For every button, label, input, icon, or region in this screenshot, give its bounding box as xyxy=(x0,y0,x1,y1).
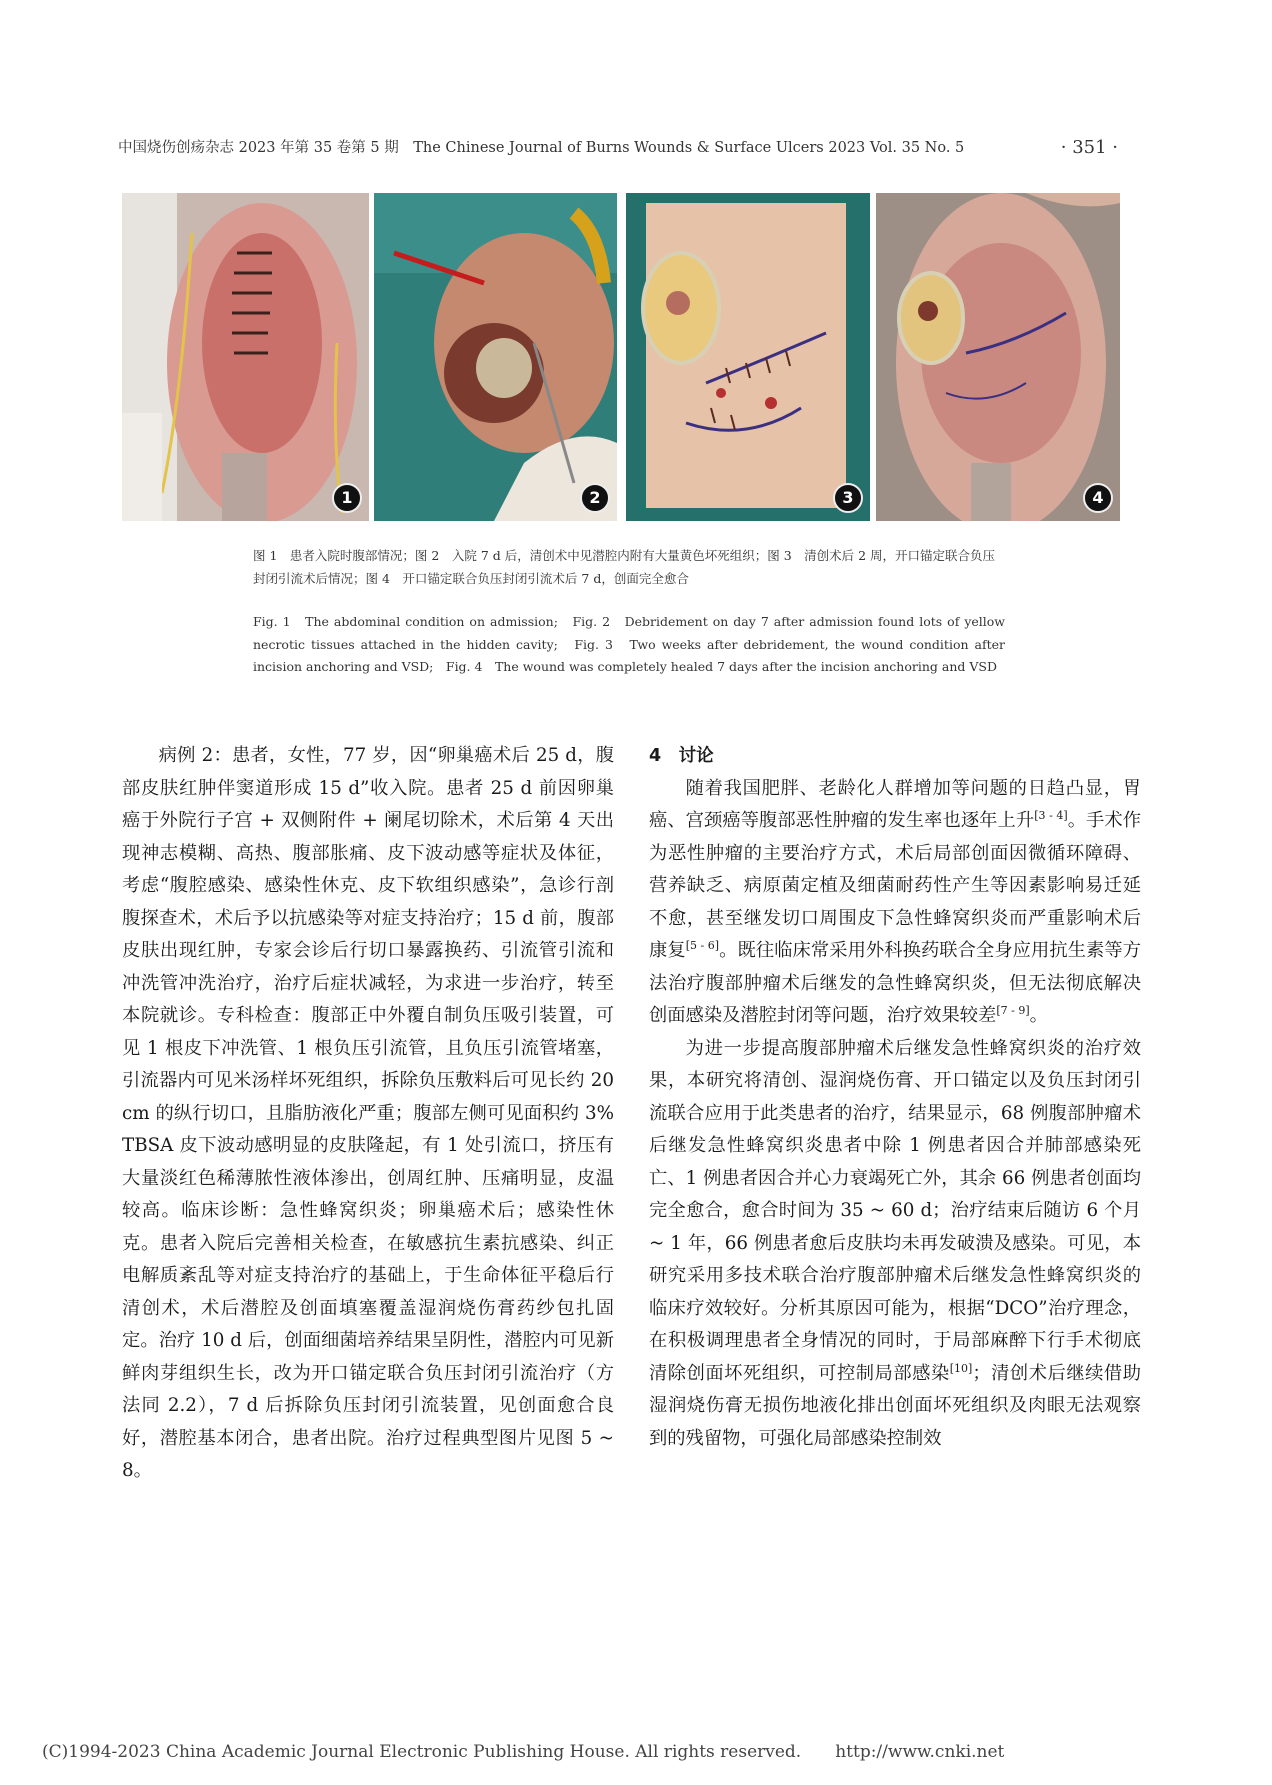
discussion-p1-text-c: 。既往临床常采用外科换药联合全身应用抗生素等方法治疗腹部肿瘤术后继发的急性蜂窝织炎，但无法彻底解决创面感染及潜腔封闭等问题，治疗效果较差 xyxy=(649,940,1142,1026)
discussion-p1-text-d: 。 xyxy=(1029,1005,1048,1026)
citation-7-9: [7 - 9] xyxy=(996,1003,1030,1017)
citation-5-6: [5 - 6] xyxy=(685,938,720,952)
running-header xyxy=(118,136,1118,160)
citation-3-4: [3 - 4] xyxy=(1034,808,1068,822)
figure-1-badge: 1 xyxy=(332,483,362,513)
right-column xyxy=(649,740,1141,1455)
figure-3-badge: 3 xyxy=(833,483,863,513)
section-title-discussion: 4 讨论 xyxy=(649,746,714,766)
figure-4-badge: 4 xyxy=(1083,483,1113,513)
figure-2-badge: 2 xyxy=(580,483,610,513)
figure-3-photo xyxy=(626,193,870,521)
page-number: · 351 · xyxy=(1060,137,1118,158)
figure-2-photo xyxy=(374,193,617,521)
figure-1-photo xyxy=(122,193,369,521)
discussion-p1-text-a: 随着我国肥胖、老龄化人群增加等问题的日趋凸显，胃癌、宫颈癌等腹部恶性肿瘤的发生率也逐年上升 xyxy=(649,777,1141,831)
figure-caption-chinese: 图 1 患者入院时腹部情况；图 2 入院 7 d 后，清创术中见潜腔内附有大量黄色坏死组织；图 3 清创术后 2 周，开口锚定联合负压封闭引流术后情况；图 4 开口锚定联合负压封闭引流术后 7 d，创面完全愈合 xyxy=(253,548,996,586)
discussion-p1-text-b: 。手术作为恶性肿瘤的主要治疗方式，术后局部创面因微循环障碍、营养缺乏、病原菌定植及细菌耐药性产生等因素影响易迁延不愈，甚至继发切口周围皮下急性蜂窝织炎而严重影响术后康复 xyxy=(649,810,1142,961)
case-2-paragraph: 病例 2：患者，女性，77 岁，因“卵巢癌术后 25 d，腹部皮肤红肿伴窦道形成 15 d”收入院。患者 25 d 前因卵巢癌于外院行子宫 + 双侧附件 + 阑尾切除术，术后第 4 天出现神志模糊、高热、腹部胀痛、皮下波动感等症状及体征，考虑“腹腔感染、感染性休克、皮下软组织感染”，急诊行剖腹探查术，术后予以抗感染等对症支持治疗；15 d 前，腹部皮肤出现红肿，专家会诊后行切口暴露换药、引流管引流和冲洗管冲洗治疗，治疗后症状减轻，为求进一步治疗，转至本院就诊。专科检查：腹部正中外覆自制负压吸引装置，可见 1 根皮下冲洗管、1 根负压引流管，且负压引流管堵塞，引流器内可见米汤样坏死组织，拆除负压敷料后可见长约 20 cm 的纵行切口，且脂肪液化严重；腹部左侧可见面积约 3% TBSA 皮下波动感明显的皮肤隆起，有 1 处引流口，挤压有大量淡红色稀薄脓性液体渗出，创周红肿、压痛明显，皮温较高。临床诊断：急性蜂窝织炎；卵巢癌术后；感染性休克。患者入院后完善相关检查，在敏感抗生素抗感染、纠正电解质紊乱等对症支持治疗的基础上，于生命体征平稳后行清创术，术后潜腔及创面填塞覆盖湿润烧伤膏药纱包扎固定。治疗 10 d 后，创面细菌培养结果呈阴性，潜腔内可见新鲜肉芽组织生长，改为开口锚定联合负压封闭引流治疗（方法同 2.2），7 d 后拆除负压封闭引流装置，见创面愈合良好，潜腔基本闭合，患者出院。治疗过程典型图片见图 5 ~ 8。 xyxy=(122,745,614,1481)
discussion-paragraph-1 xyxy=(649,773,1141,1033)
figure-caption-english: Fig. 1 The abdominal condition on admission; Fig. 2 Debridement on day 7 after admission found lots of yellow necrotic tissues attached in the hidden cavity; Fig. 3 Two weeks after debridement, the wound condition after incision anchoring and VSD; Fig. 4 The wound was completely healed 7 days after the incision anchoring and VSD xyxy=(253,614,1005,674)
copyright-footer: (C)1994-2023 China Academic Journal Electronic Publishing House. All rights reserved. http://www.cnki.net xyxy=(42,1742,1005,1762)
left-column xyxy=(122,740,614,1488)
citation-10: [10] xyxy=(949,1361,973,1375)
discussion-paragraph-2 xyxy=(649,1033,1141,1456)
journal-header: 中国烧伤创疡杂志 2023 年第 35 卷第 5 期 The Chinese Journal of Burns Wounds & Surface Ulcers 2023 Vol. 35 No. 5 xyxy=(118,140,965,156)
discussion-p2-text-a: 为进一步提高腹部肿瘤术后继发急性蜂窝织炎的治疗效果，本研究将清创、湿润烧伤膏、开口锚定以及负压封闭引流联合应用于此类患者的治疗，结果显示，68 例腹部肿瘤术后继发急性蜂窝织炎患者中除 1 例患者因合并肺部感染死亡、1 例患者因合并心力衰竭死亡外，其余 66 例患者创面均完全愈合，愈合时间为 35 ~ 60 d；治疗结束后随访 6 个月 ~ 1 年，66 例患者愈后皮肤均未再发破溃及感染。可见，本研究采用多技术联合治疗腹部肿瘤术后继发急性蜂窝织炎的临床疗效较好。分析其原因可能为，根据“DCO”治疗理念，在积极调理患者全身情况的同时，于局部麻醉下行手术彻底清除创面坏死组织，可控制局部感染 xyxy=(649,1037,1141,1384)
figure-4-photo xyxy=(876,193,1120,521)
discussion-p2-text-b: ；清创术后继续借助湿润烧伤膏无损伤地液化排出创面坏死组织及肉眼无法观察到的残留物，可强化局部感染控制效 xyxy=(649,1362,1141,1449)
